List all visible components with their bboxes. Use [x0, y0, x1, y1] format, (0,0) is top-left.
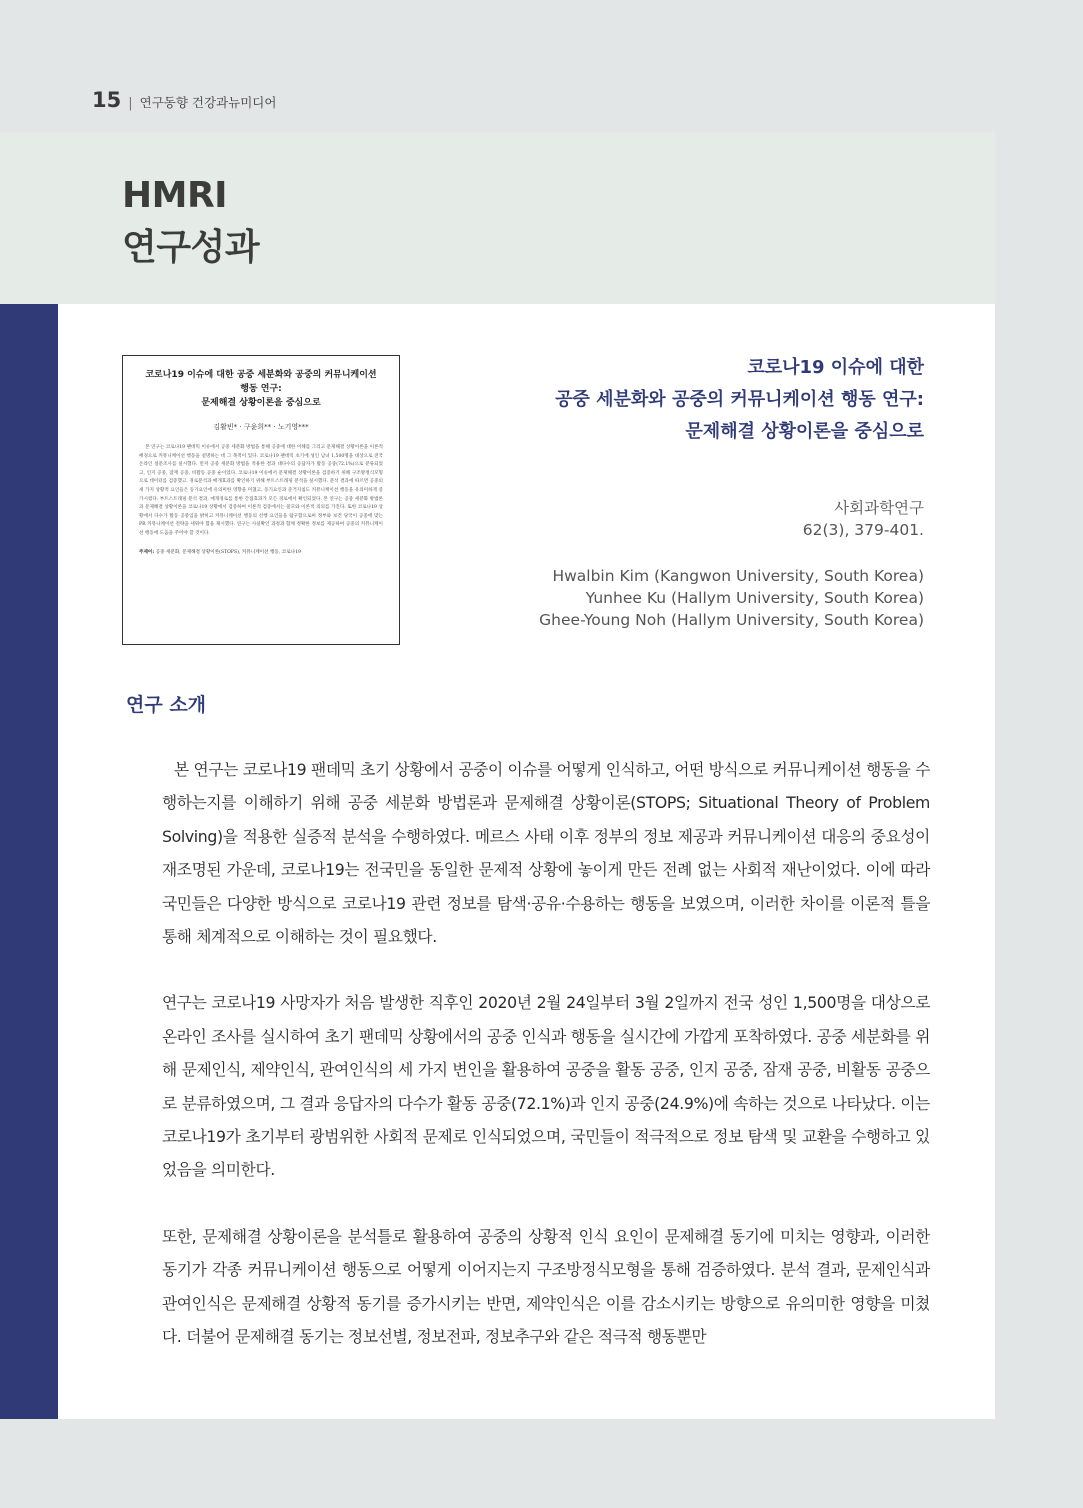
author-2: Yunhee Ku (Hallym University, South Korea) [585, 589, 924, 607]
journal-info [803, 497, 924, 541]
author-list [539, 565, 924, 631]
author-1: Hwalbin Kim (Kangwon University, South Korea) [552, 567, 924, 585]
journal-name: 사회과학연구 [834, 499, 924, 517]
thumbnail-abstract: 본 연구는 코로나19 팬데믹 이슈에서 공중 세분화 방법을 통해 공중에 대한 이해를 그리고 문제해결 상황이론을 이론적 배경으로 커뮤니케이션 행동을 설명하는 데 그 목적이 있다. 코로나19 팬데믹 초기에 성인 남녀 1,500명을 대상으로 전국 온라인 설문조사를 실시했다. 먼저 공중 세분화 방법을 적용한 결과 대다수의 응답자가 활동 공중(72.1%)으로 분류되었고, 인지 공중, 잠재 공중, 비활동 공중 순이었다. 코로나19 이슈에서 문제해결 상황이론을 검증하기 위해 구조방정식모형으로 데이터를 검증했고, 경로분석과 매개효과를 확인하기 위해 부트스트래핑 분석을 실시했다. 분석 결과에 따르면 공중의 세 가지 상황적 요인들은 동기요인에 유의미한 영향을 미쳤고, 동기요인과 준거지침도 커뮤니케이션 행동을 유의미하게 증가시켰다. 부트스트래핑 분석 결과, 매개경로를 통한 간접효과가 모든 경로에서 확인되었다. 본 연구는 공중 세분화 방법론과 문제해결 상황이론을 코로나19 상황에서 검증하여 이론적 검증에서는 쓸모와 이론적 의의를 가진다. 또한 코로나19 상황에서 다수가 활동 공중임을 밝히고 커뮤니케이션 행동의 선행 요인들을 탐구함으로써 정부와 보건 당국이 공중에 맞는 PR 커뮤니케이션 전략을 세워야 함을 제시했다. 연구는 사실확인 과정과 함께 정확한 정보를 제공하여 공중의 커뮤니케이션 행동에 도움을 주어야 할 것이다. [139, 445, 383, 536]
paper-title [555, 352, 924, 448]
header-separator: | [128, 96, 133, 111]
thumbnail-authors: 김활빈* · 구윤희** · 노기영*** [213, 423, 309, 431]
thumbnail-title [139, 368, 383, 410]
author-3: Ghee-Young Noh (Hallym University, South Korea) [539, 611, 924, 629]
thumbnail-keywords-label: 주제어: [139, 549, 155, 555]
left-accent-bar [0, 304, 58, 1419]
paper-title-line3: 문제해결 상황이론을 중심으로 [685, 421, 924, 442]
thumbnail-title-line3: 문제해결 상황이론을 중심으로 [201, 398, 321, 408]
running-header [92, 88, 276, 112]
paper-title-line1: 코로나19 이슈에 대한 [747, 357, 924, 378]
page-title [122, 170, 259, 274]
page-number: 15 [92, 88, 122, 112]
paper-title-line2: 공중 세분화와 공중의 커뮤니케이션 행동 연구: [555, 389, 924, 410]
page-title-line2: 연구성과 [122, 227, 260, 268]
thumbnail-title-line2: 행동 연구: [240, 384, 282, 394]
section-heading: 연구 소개 [126, 694, 207, 716]
body-text [162, 753, 930, 1387]
thumbnail-keywords [139, 549, 383, 555]
journal-citation: 62(3), 379-401. [802, 521, 924, 539]
thumbnail-keywords-text: 공중 세분화, 문제해결 상황이론(STOPS), 커뮤니케이션 행동, 코로나19 [155, 549, 301, 555]
thumbnail-title-line1: 코로나19 이슈에 대한 공중 세분화와 공중의 커뮤니케이션 [145, 370, 377, 380]
paragraph-3: 또한, 문제해결 상황이론을 분석틀로 활용하여 공중의 상황적 인식 요인이 문제해결 동기에 미치는 영향과, 이러한 동기가 각종 커뮤니케이션 행동으로 어떻게 이어지는지 구조방정식모형을 통해 검증하였다. 분석 결과, 문제인식과 관여인식은 문제해결 상황적 동기를 증가시키는 반면, 제약인식은 이를 감소시키는 방향으로 유의미한 영향을 미쳤다. 더불어 문제해결 동기는 정보선별, 정보전파, 정보추구와 같은 적극적 행동뿐만 [162, 1226, 930, 1347]
page-title-line1: HMRI [122, 175, 228, 216]
paragraph-1: 본 연구는 코로나19 팬데믹 초기 상황에서 공중이 이슈를 어떻게 인식하고, 어떤 방식으로 커뮤니케이션 행동을 수행하는지를 이해하기 위해 공중 세분화 방법론과 문제해결 상황이론(STOPS; Situational Theory of Problem Solving)을 적용한 실증적 분석을 수행하였다. 메르스 사태 이후 정부의 정보 제공과 커뮤니케이션 대응의 중요성이 재조명된 가운데, 코로나19는 전국민을 동일한 문제적 상황에 놓이게 만든 전례 없는 사회적 재난이었다. 이에 따라 국민들은 다양한 방식으로 코로나19 관련 정보를 탐색·공유·수용하는 행동을 보였으며, 이러한 차이를 이론적 틀을 통해 체계적으로 이해하는 것이 필요했다. [162, 760, 930, 947]
section-name: 연구동향 건강과뉴미디어 [139, 95, 277, 110]
paper-thumbnail [122, 355, 400, 645]
paragraph-2: 연구는 코로나19 사망자가 처음 발생한 직후인 2020년 2월 24일부터 3월 2일까지 전국 성인 1,500명을 대상으로 온라인 조사를 실시하여 초기 팬데믹 상황에서의 공중 인식과 행동을 실시간에 가깝게 포착하였다. 공중 세분화를 위해 문제인식, 제약인식, 관여인식의 세 가지 변인을 활용하여 공중을 활동 공중, 인지 공중, 잠재 공중, 비활동 공중으로 분류하였으며, 그 결과 응답자의 다수가 활동 공중(72.1%)과 인지 공중(24.9%)에 속하는 것으로 나타났다. 이는 코로나19가 초기부터 광범위한 사회적 문제로 인식되었으며, 국민들이 적극적으로 정보 탐색 및 교환을 수행하고 있었음을 의미한다. [162, 993, 930, 1180]
